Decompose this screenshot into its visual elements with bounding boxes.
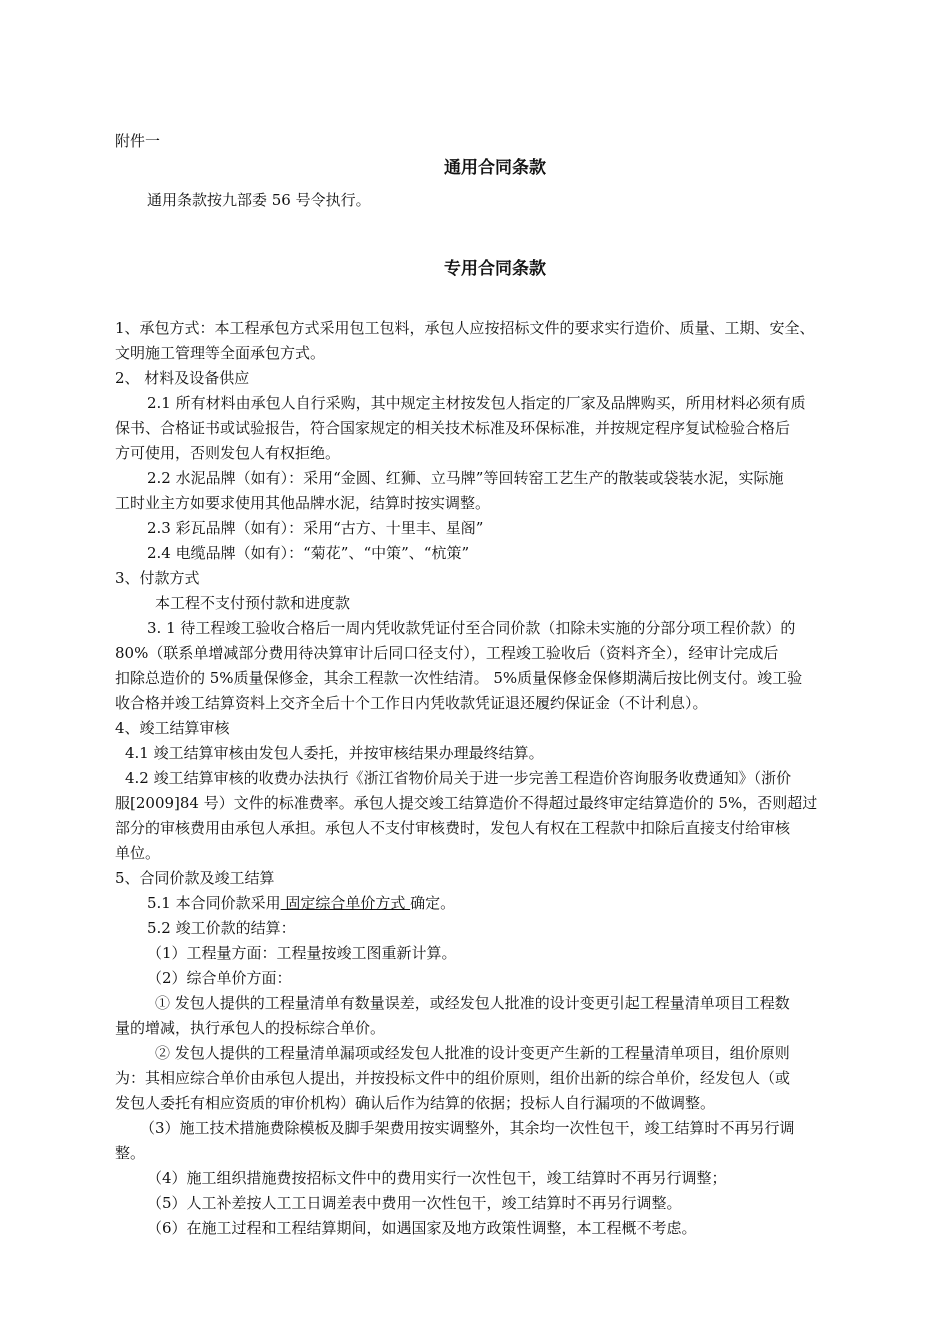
clause-5-2-item-4: （4）施工组织措施费按招标文件中的费用实行一次性包干，竣工结算时不再另行调整； xyxy=(147,1169,727,1187)
clause-1-line-1: 1、承包方式：本工程承包方式采用包工包料，承包人应按招标文件的要求实行造价、质量、工期、安全、 xyxy=(115,319,815,337)
clause-2-2-line-2: 工时业主方如要求使用其他品牌水泥，结算时按实调整。 xyxy=(115,494,491,512)
clause-4-2-line-1: 4.2 竣工结算审核的收费办法执行《浙江省物价局关于进一步完善工程造价咨询服务收费通知》（浙价 xyxy=(125,769,792,787)
clause-4-2-line-3: 部分的审核费用由承包人承担。承包人不支付审核费时，发包人有权在工程款中扣除后直接支付给审核 xyxy=(115,819,791,837)
clause-5-2-item-3-line-2: 整。 xyxy=(115,1144,146,1162)
clause-5-2-item-1: （1）工程量方面：工程量按竣工图重新计算。 xyxy=(147,944,457,962)
circle-2-line-2: 为：其相应综合单价由承包人提出，并按投标文件中的组价原则，组价出新的综合单价，经发包人（或 xyxy=(115,1069,791,1087)
clause-5-1-prefix: 5.1 本合同价款采用 xyxy=(147,894,281,912)
clause-3-1-line-3: 扣除总造价的 5%质量保修金，其余工程款一次性结清。 5%质量保修金保修期满后按比例支付。竣工验 xyxy=(115,669,803,687)
circle-1-line-2: 量的增减，执行承包人的投标综合单价。 xyxy=(115,1019,386,1037)
clause-5-2-item-2: （2）综合单价方面： xyxy=(147,969,292,987)
clause-5-2-item-3-line-1: （3）施工技术措施费除模板及脚手架费用按实调整外，其余均一次性包干，竣工结算时不再另行调 xyxy=(140,1119,795,1137)
clause-5-2-item-5: （5）人工补差按人工工日调差表中费用一次性包干，竣工结算时不再另行调整。 xyxy=(147,1194,682,1212)
circle-2-line-3: 发包人委托有相应资质的审价机构）确认后作为结算的依据；投标人自行漏项的不做调整。 xyxy=(115,1094,716,1112)
clause-2-2-line-1: 2.2 水泥品牌（如有）：采用“金圆、红狮、立马牌”等回转窑工艺生产的散装或袋装水泥，实际施 xyxy=(147,469,784,487)
clause-2-3: 2.3 彩瓦品牌（如有）：采用“古方、十里丰、星阁” xyxy=(147,519,484,537)
clause-2-heading: 2、 材料及设备供应 xyxy=(115,369,250,387)
clause-3-1-line-4: 收合格并竣工结算资料上交齐全后十个工作日内凭收款凭证退还履约保证金（不计利息）。 xyxy=(115,694,708,712)
clause-4-heading: 4、竣工结算审核 xyxy=(115,719,230,737)
clause-2-1-line-1: 2.1 所有材料由承包人自行采购，其中规定主材按发包人指定的厂家及品牌购买，所用材料必须有质 xyxy=(147,394,806,412)
pricing-method-fill: 固定综合单价方式 xyxy=(280,894,411,912)
clause-4-2-line-2: 服[2009]84 号）文件的标准费率。承包人提交竣工结算造价不得超过最终审定结算造价的 5%，否则超过 xyxy=(115,794,818,812)
clause-4-1: 4.1 竣工结算审核由发包人委托，并按审核结果办理最终结算。 xyxy=(125,744,544,762)
clause-3-1-line-2: 80%（联系单增减部分费用待决算审计后同口径支付），工程竣工验收后（资料齐全），经审计完成后 xyxy=(115,644,779,662)
clause-5-1-suffix: 确定。 xyxy=(410,894,456,912)
clause-2-1-line-3: 方可使用，否则发包人有权拒绝。 xyxy=(115,444,341,462)
general-terms-text: 通用条款按九部委 56 号令执行。 xyxy=(147,191,371,209)
clause-5-2: 5.2 竣工价款的结算： xyxy=(147,919,296,937)
clause-5-heading: 5、合同价款及竣工结算 xyxy=(115,869,275,887)
clause-3-intro: 本工程不支付预付款和进度款 xyxy=(155,594,351,612)
general-terms-title: 通用合同条款 xyxy=(444,158,546,178)
special-terms-title: 专用合同条款 xyxy=(444,259,546,279)
attachment-label: 附件一 xyxy=(115,132,161,150)
clause-4-2-line-4: 单位。 xyxy=(115,844,161,862)
clause-3-heading: 3、付款方式 xyxy=(115,569,200,587)
clause-5-2-item-6: （6）在施工过程和工程结算期间，如遇国家及地方政策性调整，本工程概不考虑。 xyxy=(147,1219,697,1237)
clause-5-1 xyxy=(147,893,455,913)
circle-2-line-1: ② 发包人提供的工程量清单漏项或经发包人批准的设计变更产生新的工程量清单项目，组价原则 xyxy=(155,1044,790,1062)
clause-3-1-line-1: 3. 1 待工程竣工验收合格后一周内凭收款凭证付至合同价款（扣除未实施的分部分项工程价款）的 xyxy=(147,619,796,637)
clause-2-1-line-2: 保书、合格证书或试验报告，符合国家规定的相关技术标准及环保标准，并按规定程序复试检验合格后 xyxy=(115,419,791,437)
clause-2-4: 2.4 电缆品牌（如有）：“菊花”、“中策”、“杭策” xyxy=(147,544,470,562)
circle-1-line-1: ① 发包人提供的工程量清单有数量误差，或经发包人批准的设计变更引起工程量清单项目工程数 xyxy=(155,994,790,1012)
clause-1-line-2: 文明施工管理等全面承包方式。 xyxy=(115,344,326,362)
